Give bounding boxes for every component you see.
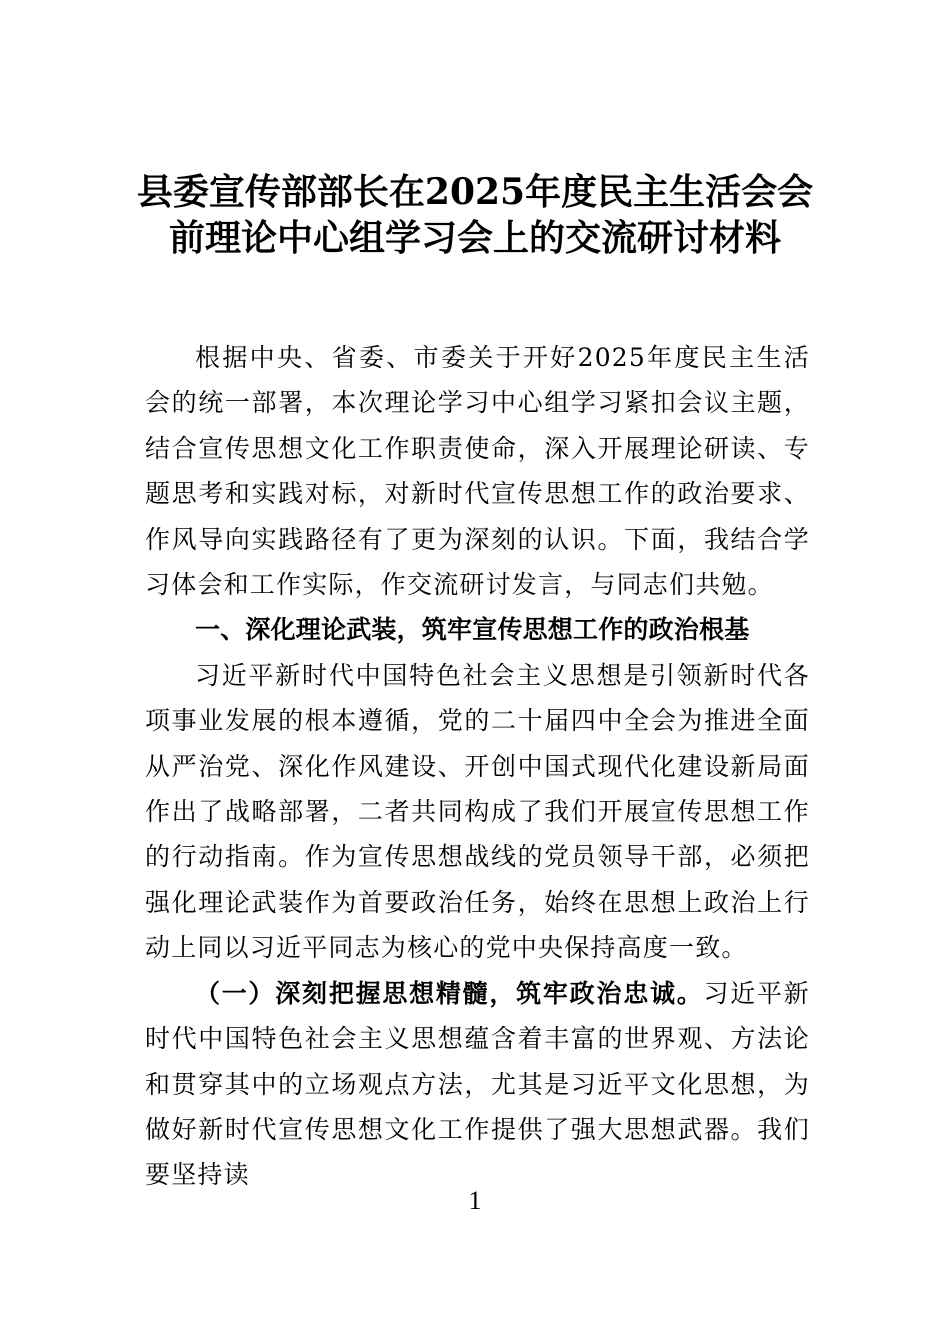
intro-paragraph: 根据中央、省委、市委关于开好2025年度民主生活会的统一部署，本次理论学习中心组学习紧扣会议主题，结合宣传思想文化工作职责使命，深入开展理论研读、专题思考和实践对标，对新时代宣传思想工作的政治要求、作风导向实践路径有了更为深刻的认识。下面，我结合学习体会和工作实际，作交流研讨发言，与同志们共勉。: [145, 343, 810, 600]
title-line-1: 县委宣传部部长在2025年度民主生活会会: [136, 171, 814, 213]
section-1-paragraph: 习近平新时代中国特色社会主义思想是引领新时代各项事业发展的根本遵循，党的二十届四中全会为推进全面从严治党、深化作风建设、开创中国式现代化建设新局面作出了战略部署，二者共同构成了我们开展宣传思想工作的行动指南。作为宣传思想战线的党员领导干部，必须把强化理论武装作为首要政治任务，始终在思想上政治上行动上同以习近平同志为核心的党中央保持高度一致。: [145, 660, 810, 963]
document-body: [145, 335, 810, 1198]
subsection-1-text: 习近平新时代中国特色社会主义思想蕴含着丰富的世界观、方法论和贯穿其中的立场观点方法，尤其是习近平文化思想，为做好新时代宣传思想文化工作提供了强大思想武器。我们要坚持读: [145, 978, 810, 1190]
subsection-1-paragraph: [145, 971, 810, 1198]
page-number: 1: [468, 1186, 482, 1215]
title-line-2: 前理论中心组学习会上的交流研讨材料: [168, 217, 781, 259]
subsection-1-lead: （一）深刻把握思想精髓，筑牢政治忠诚。: [195, 978, 704, 1008]
section-1-heading: 一、深化理论武装，筑牢宣传思想工作的政治根基: [195, 615, 750, 645]
